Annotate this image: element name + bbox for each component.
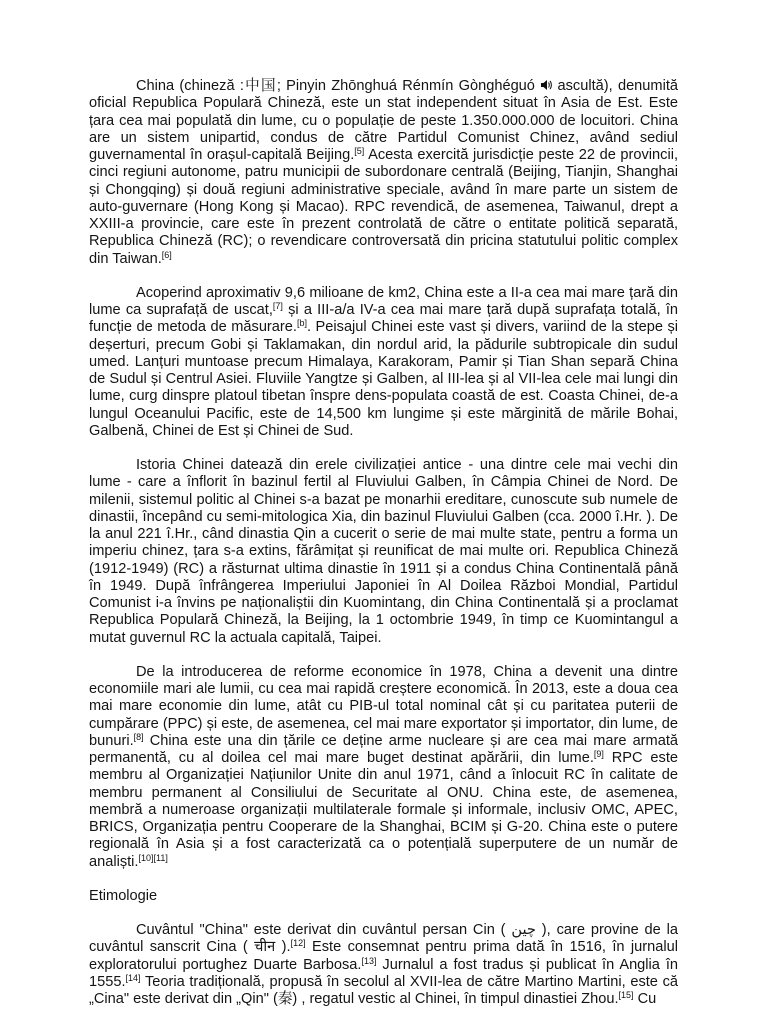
sanskrit-word: चीन (254, 939, 276, 956)
ref-5[interactable]: [5] (354, 146, 365, 156)
ref-13[interactable]: [13] (361, 955, 377, 966)
ref-15[interactable]: [15] (618, 990, 634, 1000)
paragraph-etymology: Cuvântul "China" este derivat din cuvântul persan Cin ( چین ), care provine de la cuvântul sanscrit Cina ( चीन ).[12] Este consemnat pentru prima dată în 1516, în jurnalul exploratorului portughez Duarte Barbosa.[13] Jurnalul a fost tradus și publicat în Anglia în 1555.[14] Teoria tradițională, propusă în secolul al XVII-lea de către Martino Martini, este că „Cina" este derivat din „Qin" (秦) , regatul vestic al Chinei, în timpul dinastiei Zhou.[15] Cu (89, 922, 678, 1007)
article-body (89, 78, 678, 1025)
speaker-icon[interactable] (540, 79, 552, 91)
ref-12[interactable]: [12] (290, 938, 306, 949)
ref-b[interactable]: [b] (296, 318, 307, 329)
qin-character: 秦 (277, 991, 293, 1007)
ref-8[interactable]: [8] (133, 731, 144, 742)
ref-7[interactable]: [7] (272, 301, 283, 311)
paragraph-economy: De la introducerea de reforme economice în 1978, China a devenit una dintre economiile mari ale lumii, cu cea mai rapidă creștere economică. În 2013, este a doua cea mai mare economie din lume, atât cu PIB-ul total nominal cât și cu paritatea puterii de cumpărare (PPC) și este, de asemenea, cel mai mare exportator și importator, din lume, de bunuri.[8] China este una din țările ce deține arme nucleare și are cea mai mare armată permanentă, cu al doilea cel mai mare buget destinat apărării, din lume.[9] RPC este membru al Organizației Națiunilor Unite din anul 1971, când a înlocuit RC în calitate de membru permanent al Consiliului de Securitate al ONU. China este, de asemenea, membră a numeroase organizații multilaterale formale și informale, inclusiv OMC, APEC, BRICS, Organizația pentru Cooperare de la Shanghai, BCIM și G-20. China este o putere regională în Asia și a fost caracterizată ca o potențială superputere de un număr de analiști.[10][11] (89, 663, 678, 870)
section-heading-etymology: Etimologie (89, 887, 158, 904)
ref-14[interactable]: [14] (125, 972, 141, 983)
persian-word: چین (511, 922, 536, 938)
paragraph-geography: Acoperind aproximativ 9,6 milioane de km2, China este a II-a cea mai mare țară din lume ca suprafață de uscat,[7] și a III-a/a IV-a cea mai mare țară după suprafața totală, în funcție de metoda de măsurare.[b]. Peisajul Chinei este vast și divers, variind de la stepe și deșerturi, precum Gobi și Taklamakan, din nordul arid, la pădurile subtropicale din sudul umed. Lanțuri muntoase precum Himalaya, Karakoram, Pamir și Tian Shan separă China de Sudul și Centrul Asiei. Fluviile Yangtze și Galben, al III-lea și al VII-lea cele mai lungi din lume, curg dinspre platoul tibetan înspre dens-populata coastă de est. Coasta Chinei, de-a lungul Oceanului Pacific, este de 14,500 km lungime și este mărginită de mările Bohai, Galbenă, Chinei de Est și Chinei de Sud. (89, 284, 678, 439)
paragraph-history: Istoria Chinei datează din erele civilizației antice - una dintre cele mai vechi din lume - care a înflorit în bazinul fertil al Fluviului Galben, în Câmpia Chinei de Nord. De milenii, sistemul politic al Chinei s-a bazat pe monarhii ereditare, cunoscute sub numele de dinastii, începând cu semi-mitologica Xia, din bazinul Fluviului Galben (cca. 2000 î.Hr. ). De la anul 221 î.Hr., când dinastia Qin a cucerit o serie de mai multe state, pentru a forma un imperiu chinez, țara s-a extins, fărâmițat și reunificat de mai multe ori. Republica Chineză (1912-1949) (RC) a răsturnat ultima dinastie în 1911 și a condus China Continentală până în 1949. După înfrângerea Imperiului Japoniei în Al Doilea Război Mondial, Partidul Comunist i-a învins pe naționaliștii din Kuomintang, din China Continentală și a proclamat Republica Populară Chineză, la Beijing, la 1 octombrie 1949, în timp ce Kuomintangul a mutat guvernul RC la actuala capitală, Taipei. (89, 457, 678, 646)
chinese-name: 中国 (243, 78, 277, 94)
ref-10-11[interactable]: [10][11] (138, 852, 168, 863)
ref-9[interactable]: [9] (593, 749, 604, 759)
ref-6[interactable]: [6] (161, 249, 172, 260)
paragraph-intro: China (chineză :中国; Pinyin Zhōnghuá Rénmín Gònghéguó ascultă), denumită oficial Republica Populară Chineză, este un stat independent situat în Asia de Est. Este țara cea mai populată din lume, cu o populație de peste 1.350.000.000 de locuitori. China are un sistem unipartid, condus de către Partidul Comunist Chinez, având sediul guvernamental în orașul-capitală Beijing.[5] Acesta exercită jurisdicție peste 22 de provincii, cinci regiuni autonome, patru municipii de subordonare centrală (Beijing, Tianjin, Shanghai și Chongqing) și două regiuni administrative speciale, având în mare parte un sistem de auto-guvernare (Hong Kong și Macao). RPC revendică, de asemenea, Taiwanul, drept a XXIII-a provincie, care este în prezent controlată de către o entitate politică separată, Republica Chineză (RC); o revendicare controversată din pricina statutului politic complex din Taiwan.[6] (89, 78, 678, 267)
